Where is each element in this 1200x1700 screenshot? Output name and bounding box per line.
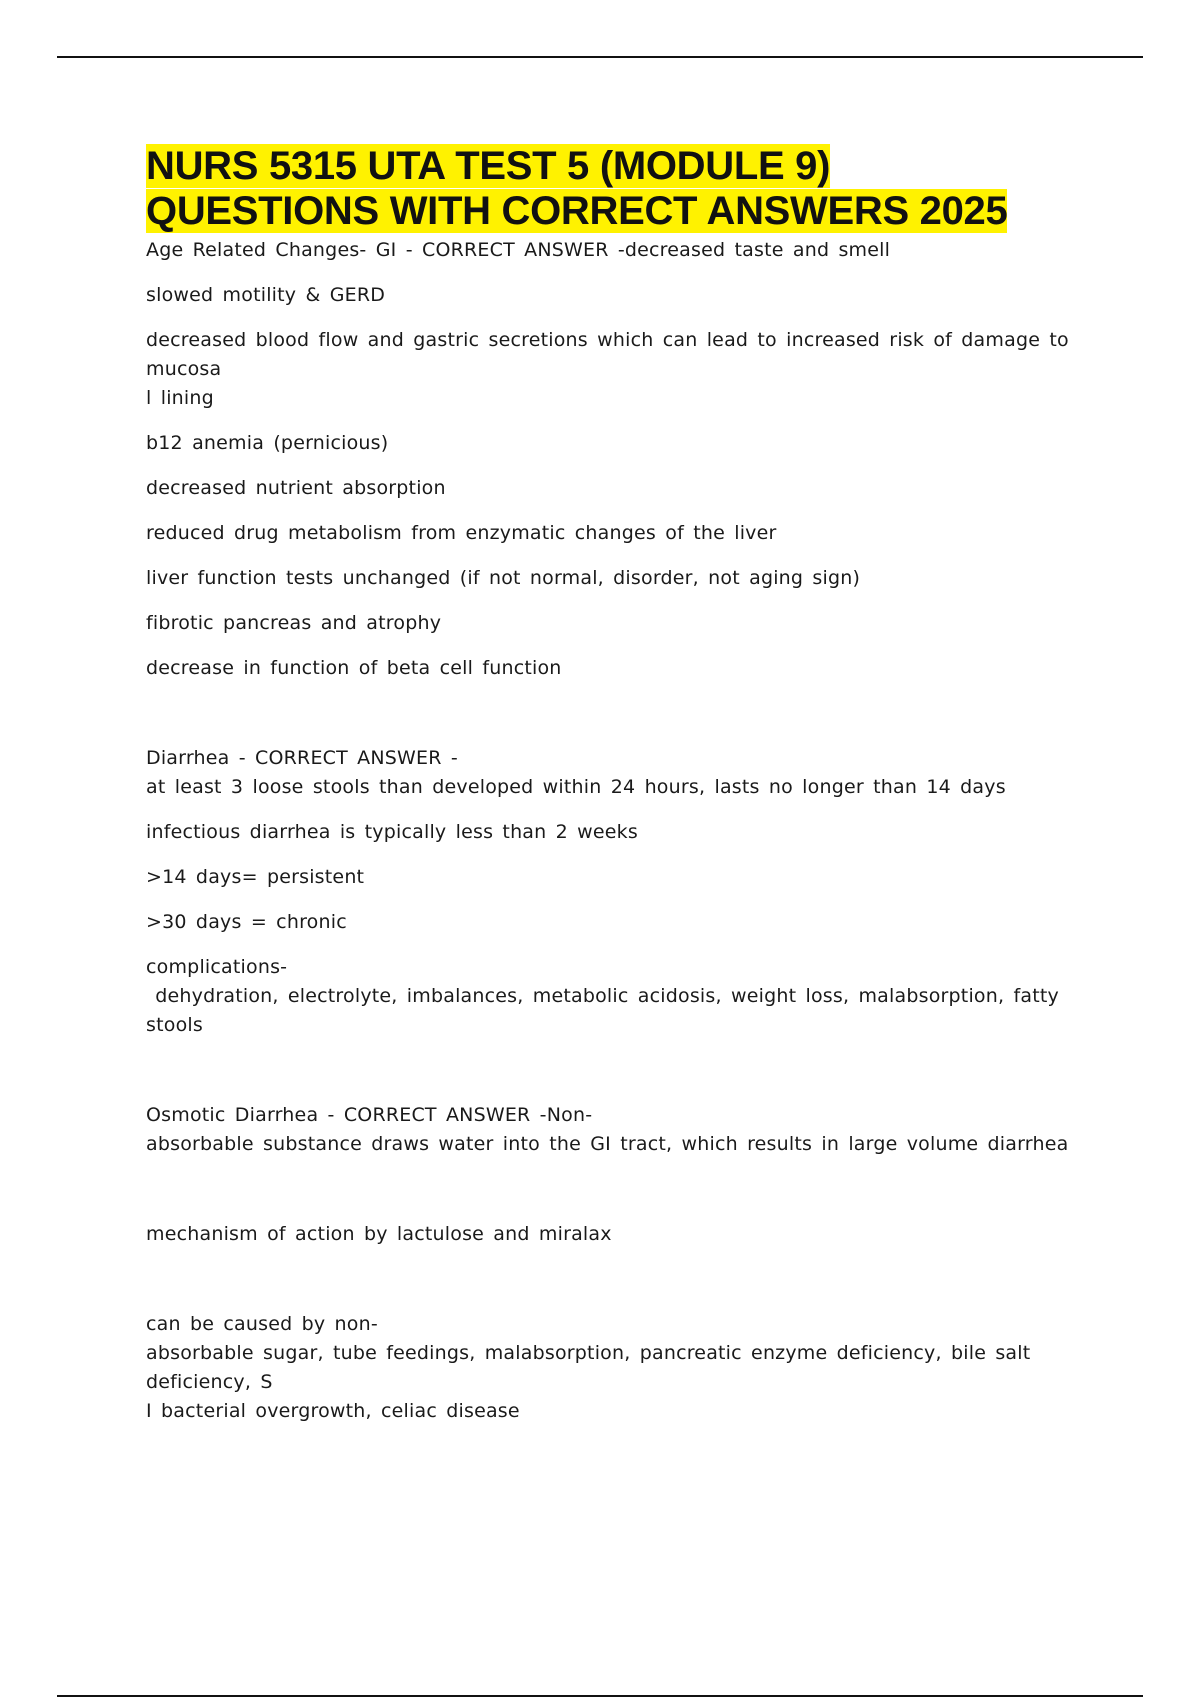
diarrhea-item: >30 days = chronic — [146, 911, 347, 933]
age-changes-item: b12 anemia (pernicious) — [146, 432, 389, 454]
document-body — [146, 144, 1096, 1426]
osmotic-item: mechanism of action by lactulose and miralax — [146, 1223, 612, 1245]
document-title — [146, 144, 1096, 234]
title-line-1: NURS 5315 UTA TEST 5 (MODULE 9) — [146, 144, 831, 188]
age-changes-item: reduced drug metabolism from enzymatic changes of the liver — [146, 522, 777, 544]
osmotic-item-continuation: absorbable sugar, tube feedings, malabsorption, pancreatic enzyme deficiency, bile salt deficiency, S — [146, 1342, 1040, 1393]
bottom-rule — [57, 1695, 1143, 1697]
osmotic-item-continuation: I bacterial overgrowth, celiac disease — [146, 1400, 520, 1422]
age-changes-item: decreased blood flow and gastric secretions which can lead to increased risk of damage to mucosa — [146, 329, 1079, 380]
diarrhea-item: infectious diarrhea is typically less than 2 weeks — [146, 821, 638, 843]
osmotic-item: absorbable substance draws water into the GI tract, which results in large volume diarrhea — [146, 1133, 1069, 1155]
osmotic-heading: Osmotic Diarrhea - CORRECT ANSWER -Non- — [146, 1104, 593, 1126]
age-changes-item-continuation: l lining — [146, 387, 214, 409]
age-changes-item: liver function tests unchanged (if not normal, disorder, not aging sign) — [146, 567, 861, 589]
top-rule — [57, 56, 1143, 58]
diarrhea-item-continuation: dehydration, electrolyte, imbalances, metabolic acidosis, weight loss, malabsorption, fatty stools — [146, 985, 1069, 1036]
age-changes-heading: Age Related Changes- GI - CORRECT ANSWER -decreased taste and smell — [146, 239, 891, 261]
title-line-2: QUESTIONS WITH CORRECT ANSWERS 2025 — [146, 189, 1008, 233]
age-changes-item: slowed motility & GERD — [146, 284, 386, 306]
diarrhea-item: complications- — [146, 956, 288, 978]
osmotic-item: can be caused by non- — [146, 1313, 378, 1335]
age-changes-item: decrease in function of beta cell function — [146, 657, 562, 679]
diarrhea-item: at least 3 loose stools than developed within 24 hours, lasts no longer than 14 days — [146, 776, 1006, 798]
age-changes-item: decreased nutrient absorption — [146, 477, 446, 499]
age-changes-item: fibrotic pancreas and atrophy — [146, 612, 442, 634]
diarrhea-heading: Diarrhea - CORRECT ANSWER - — [146, 747, 458, 769]
diarrhea-item: >14 days= persistent — [146, 866, 365, 888]
